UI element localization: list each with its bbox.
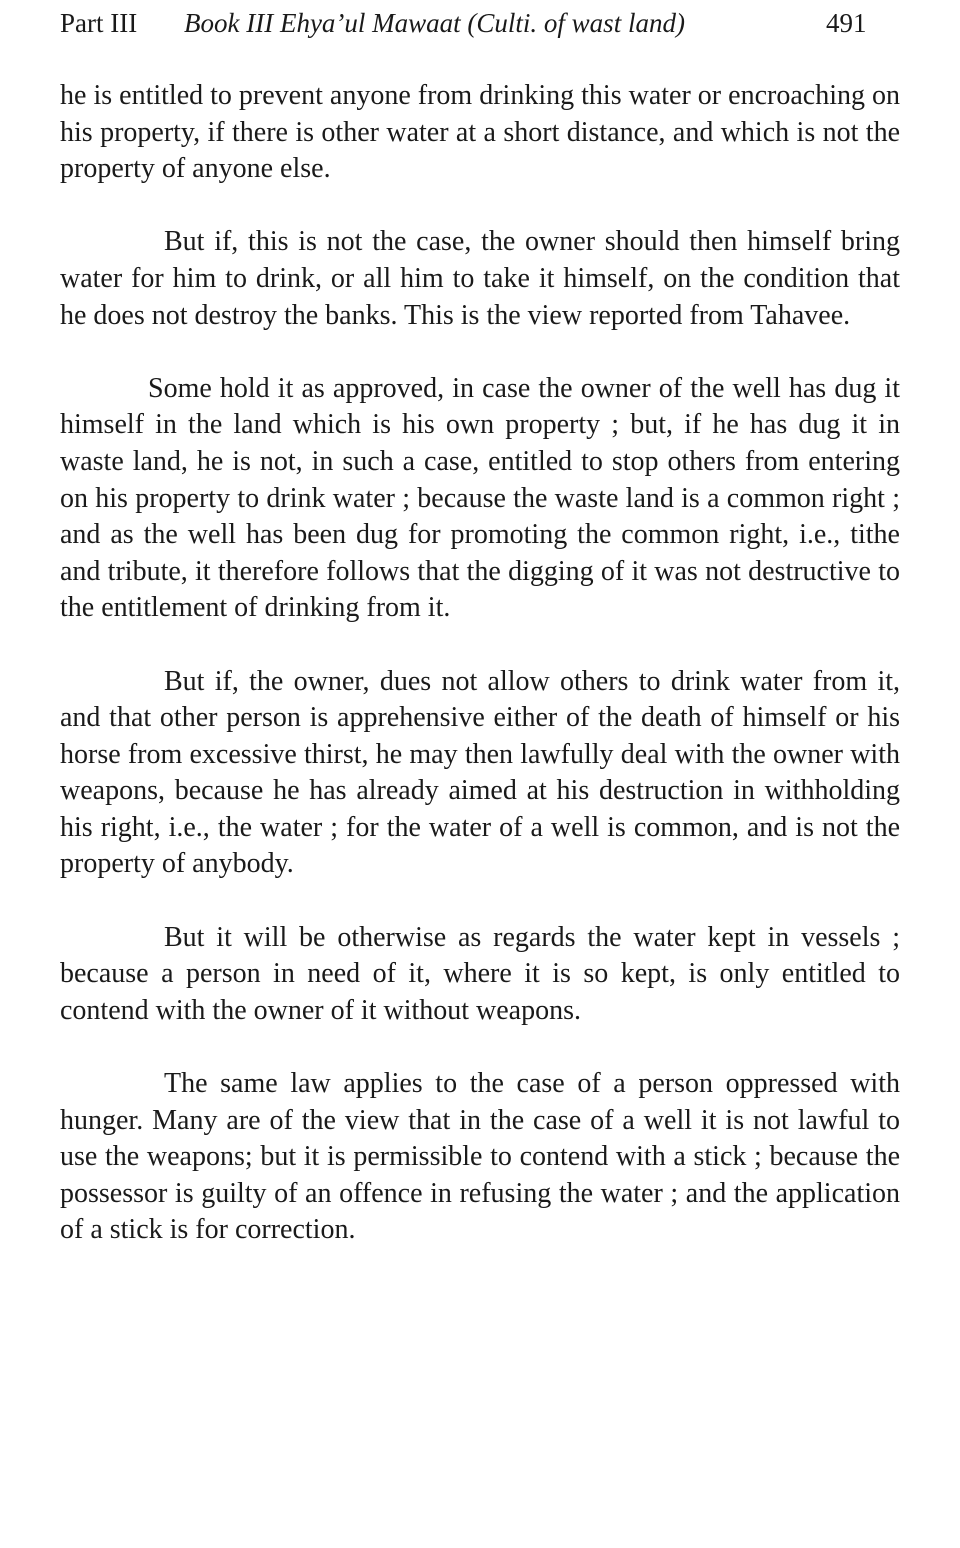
running-header (60, 6, 900, 46)
page-number: 491 (826, 8, 867, 38)
part-label: Part III (60, 8, 138, 38)
paragraph-5: But it will be otherwise as regards the water kept in vessels ; because a person in need of it, where it is so kept, is only entitled to contend with the owner of it without weapons. (60, 921, 900, 1026)
book-title: Book III Ehya’ul Mawaat (Culti. of wast land) (184, 8, 685, 38)
paragraph-3: Some hold it as approved, in case the owner of the well has dug it himself in the land which is his own property ; but, if he has dug it in waste land, he is not, in such a case, entitled to stop others from entering on his property to drink water ; because the waste land is a common right ; and as the well has been dug for promoting the common right, i.e., tithe and tribute, it therefore follows that the digging of it was not destructive to the entitlement of drinking from it. (60, 372, 900, 624)
paragraph-1: he is entitled to prevent anyone from drinking this water or encroaching on his property, if there is other water at a short distance, and which is not the property of anyone else. (60, 80, 900, 185)
paragraph-4: But if, the owner, dues not allow others to drink water from it, and that other person is apprehensive either of the death of himself or his horse from excessive thirst, he may then lawfully deal with the owner with weapons, because he has already aimed at his destruction in withholding his right, i.e., the water ; for the water of a well is common, and is not the property of anybody. (60, 665, 900, 880)
paragraph-2: But if, this is not the case, the owner should then himself bring water for him to drink, or all him to take it himself, on the condition that he does not destroy the banks. This is the view reported from Tahavee. (60, 226, 900, 331)
body-text (60, 78, 900, 1286)
paragraph-6: The same law applies to the case of a person oppressed with hunger. Many are of the view that in the case of a well it is not lawful to use the weapons; but it is permissible to contend with a stick ; because the possessor is guilty of an offence in refusing the water ; and the application of a stick is for correction. (60, 1068, 900, 1246)
